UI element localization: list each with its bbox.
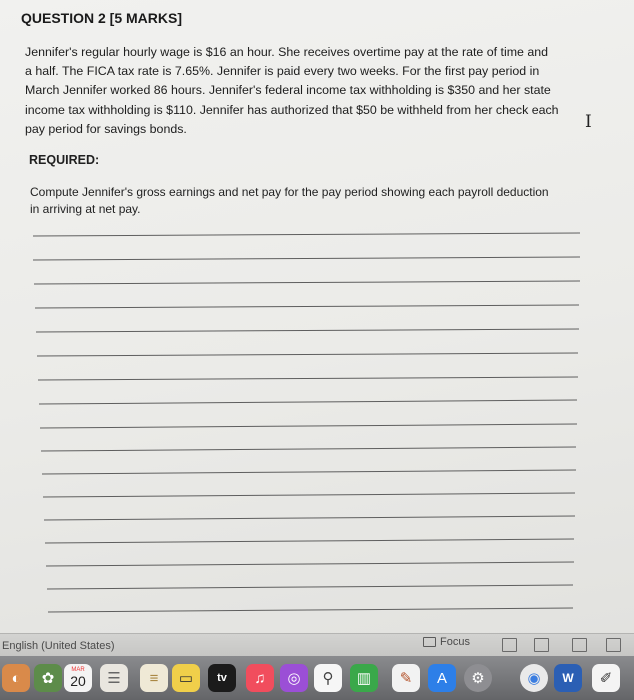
draft-view-icon[interactable] <box>606 638 621 652</box>
answer-line <box>34 281 580 284</box>
answer-line <box>41 447 576 451</box>
required-label: REQUIRED: <box>29 153 100 167</box>
paragraph-line: a half. The FICA tax rate is 7.65%. Jennifer is paid every two weeks. For the first pay period in <box>25 64 540 79</box>
answer-line <box>36 329 579 332</box>
text-cursor-icon: I <box>585 112 592 132</box>
numbers-icon[interactable]: ▥ <box>350 664 378 692</box>
answer-line <box>35 305 579 308</box>
tv-label: tv <box>217 672 227 684</box>
textedit-icon[interactable]: ✎ <box>392 664 420 692</box>
podcasts-icon[interactable]: ◎ <box>280 664 308 692</box>
answer-line <box>48 608 573 612</box>
web-layout-icon[interactable] <box>534 638 549 652</box>
print-layout-icon[interactable] <box>502 638 517 652</box>
paragraph-line: pay period for savings bonds. <box>25 121 187 136</box>
answer-line <box>43 493 575 497</box>
focus-label: Focus <box>440 636 470 648</box>
dock <box>0 656 634 700</box>
focus-button[interactable] <box>423 636 470 648</box>
keynote-icon[interactable]: ▭ <box>172 664 200 692</box>
edit-document-icon[interactable]: ✐ <box>592 664 620 692</box>
apple-tv-icon[interactable] <box>208 664 236 692</box>
answer-line <box>40 424 577 428</box>
answer-line <box>42 470 576 474</box>
music-icon[interactable]: ♫ <box>246 664 274 692</box>
status-bar <box>0 633 634 656</box>
calendar-day: 20 <box>70 673 86 689</box>
calendar-icon[interactable] <box>64 664 92 692</box>
notes-icon[interactable]: ≡ <box>140 664 168 692</box>
finder-icon[interactable]: ◐ <box>2 664 30 692</box>
pages-icon[interactable]: ⚲ <box>314 664 342 692</box>
paragraph-line: income tax withholding is $110. Jennifer has authorized that $50 be withheld from her check each <box>25 102 559 117</box>
paragraph-line: Jennifer's regular hourly wage is $16 an hour. She receives overtime pay at the rate of time and <box>25 45 549 59</box>
word-icon[interactable]: W <box>554 664 582 692</box>
app-store-icon[interactable]: A <box>428 664 456 692</box>
answer-line <box>46 562 574 566</box>
answer-line <box>38 377 578 380</box>
paragraph-line: March Jennifer worked 86 hours. Jennifer's federal income tax withholding is $350 and her state <box>25 83 551 98</box>
answer-line <box>33 233 580 236</box>
photos-icon[interactable]: ✿ <box>34 664 62 692</box>
answer-line <box>45 539 574 543</box>
answer-line <box>47 585 573 589</box>
focus-icon <box>423 637 436 647</box>
question-title: QUESTION 2 [5 MARKS] <box>21 10 183 26</box>
instruction-line: in arriving at net pay. <box>30 202 141 216</box>
chrome-icon[interactable]: ◉ <box>520 664 548 692</box>
language-indicator[interactable]: English (United States) <box>2 640 115 652</box>
answer-line <box>39 400 577 404</box>
system-preferences-icon[interactable]: ⚙ <box>464 664 492 692</box>
outline-view-icon[interactable] <box>572 638 587 652</box>
answer-line <box>37 353 578 356</box>
calendar-month: MAR <box>71 667 85 673</box>
answer-line <box>33 257 580 260</box>
answer-line <box>44 516 575 520</box>
reminders-icon[interactable]: ☰ <box>100 664 128 692</box>
instruction-line: Compute Jennifer's gross earnings and net pay for the pay period showing each payroll deduction <box>30 185 549 199</box>
